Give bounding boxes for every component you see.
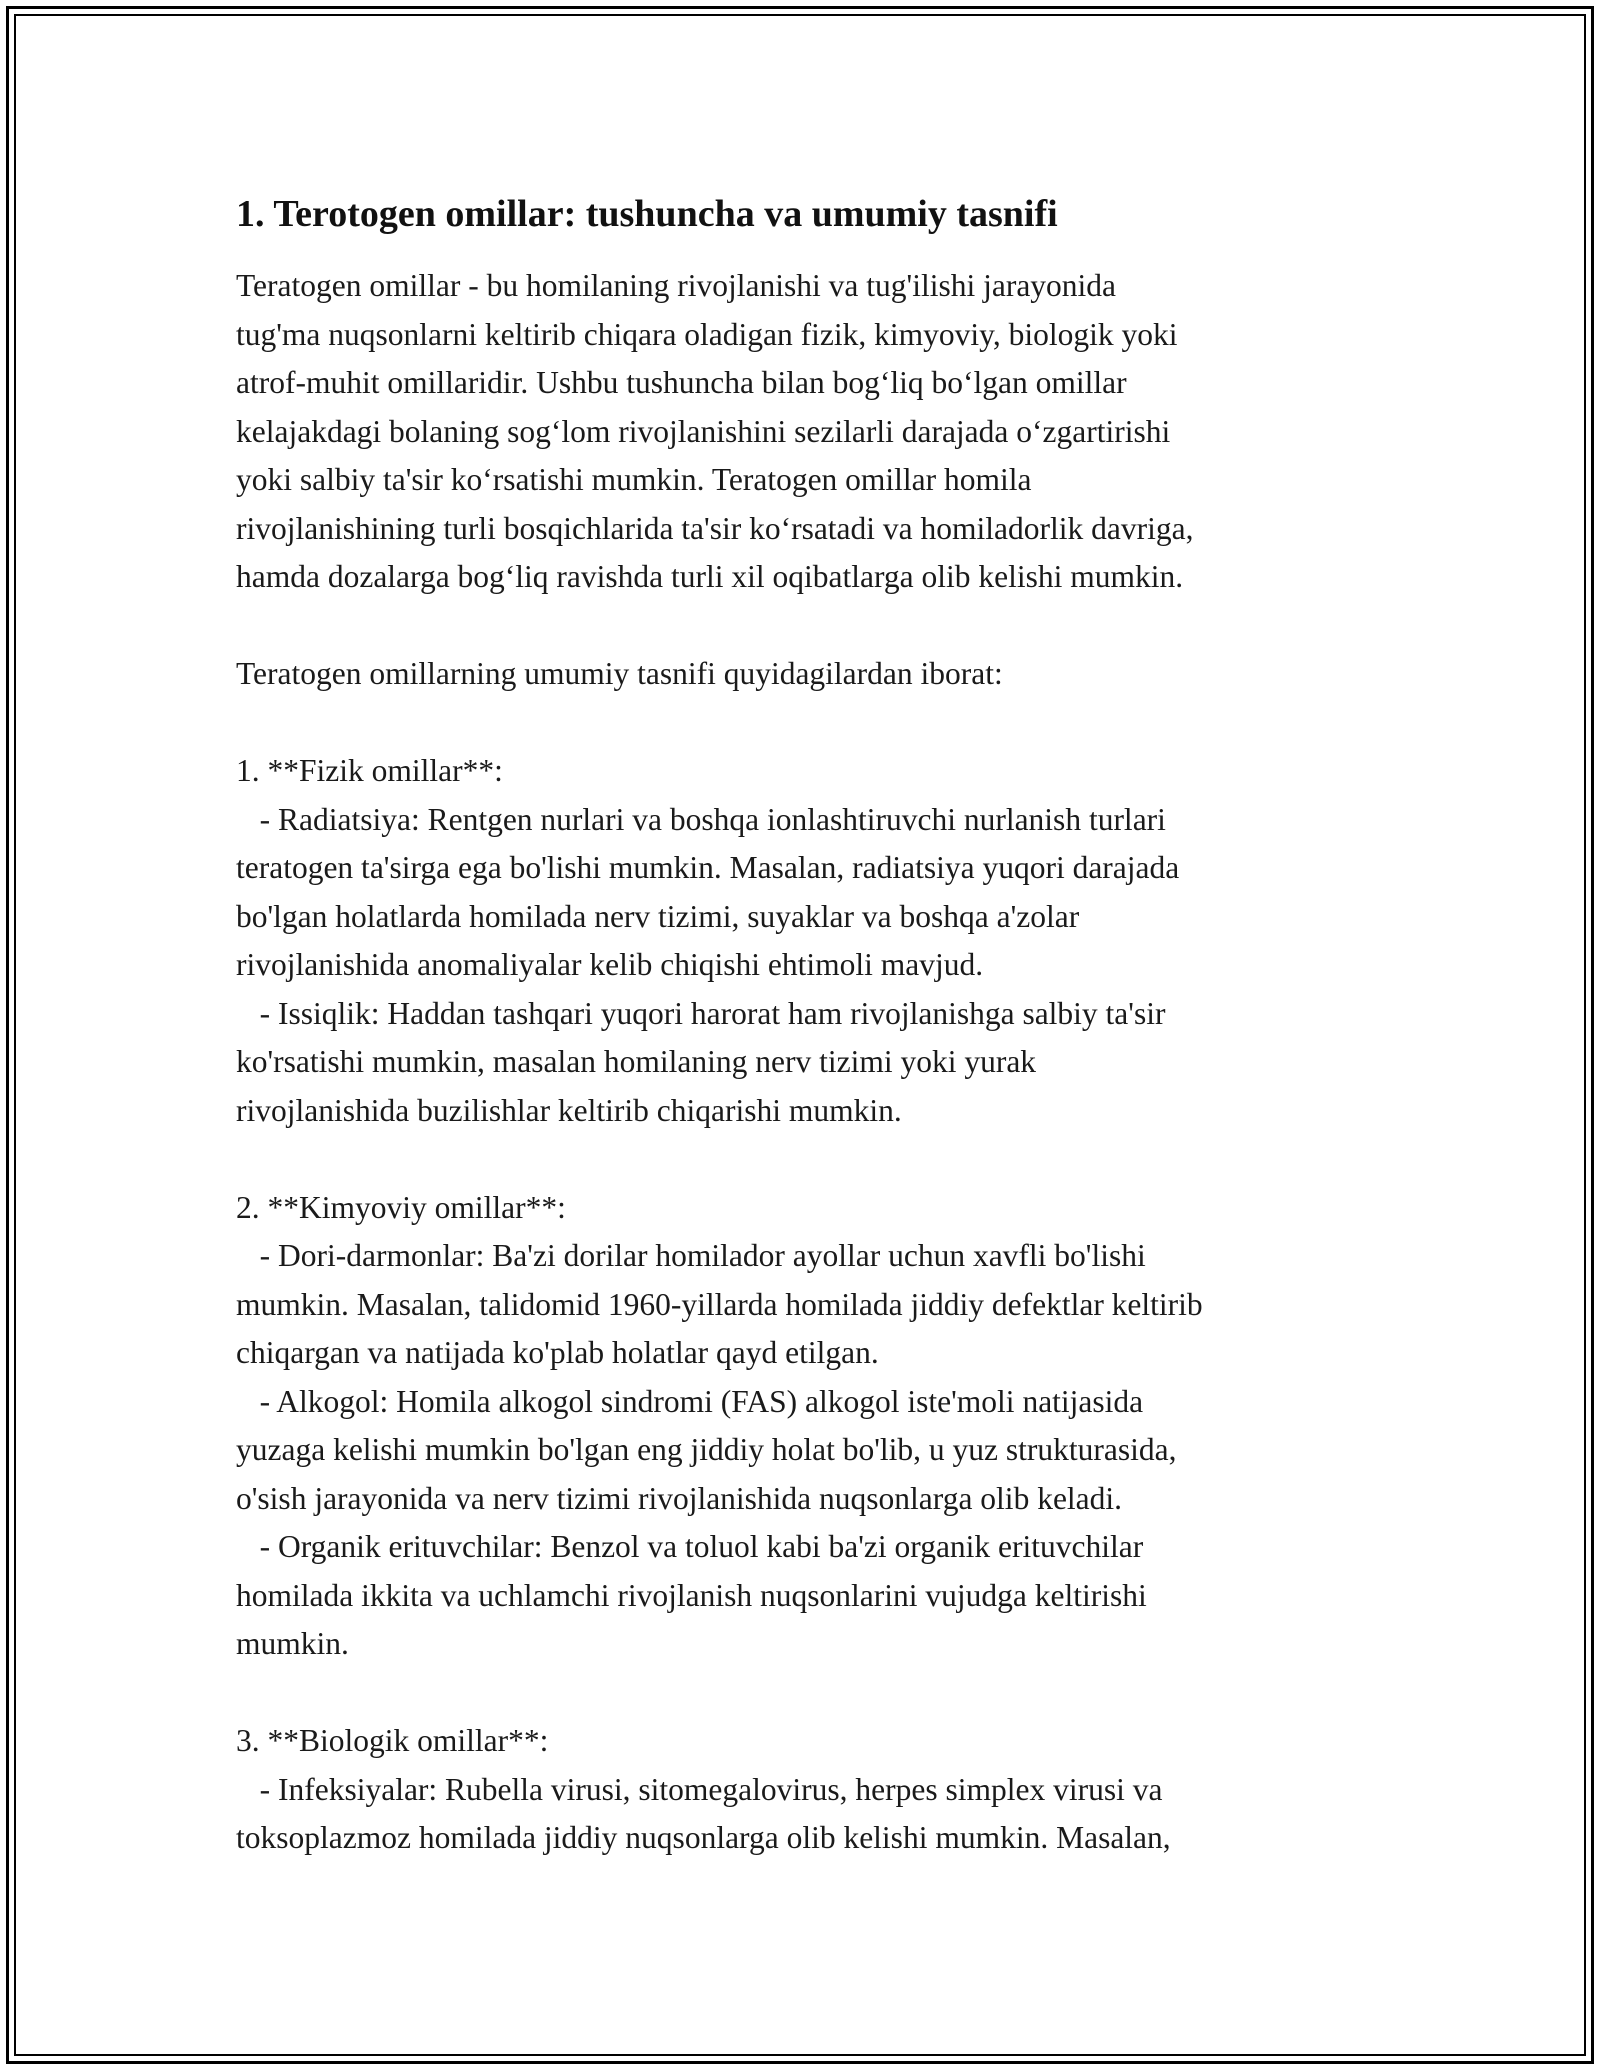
body-text: Teratogen omillar - bu homilaning rivojlanishi va tug'ilishi jarayonida tug'ma nuqsonlarni keltirib chiqara oladigan fizik, kimyoviy, biologik yoki atrof-muhit omillaridir. Ushbu tushuncha bilan bog‘liq bo‘lgan omillar kelajakdagi bolaning sog‘lom rivojlanishini sezilarli darajada o‘zgartirishi yoki salbiy ta'sir ko‘rsatishi mumkin. Teratogen omillar homila rivojlanishining turli bosqichlarida ta'sir ko‘rsatadi va homiladorlik davriga, hamda dozalarga bog‘liq ravishda turli xil oqibatlarga olib kelishi mumkin. Teratogen omillarning umumiy tasnifi quyidagilardan iborat: 1. **Fizik omillar**: - Radiatsiya: Rentgen nurlari va boshqa ionlashtiruvchi nurlanish turlari teratogen ta'sirga ega bo'lishi mumkin. Masalan, radiatsiya yuqori darajada bo'lgan holatlarda homilada nerv tizimi, suyaklar va boshqa a'zolar rivojlanishida anomaliyalar kelib chiqishi ehtimoli mavjud. - Issiqlik: Haddan tashqari yuqori harorat ham rivojlanishga salbiy ta'sir ko'rsatishi mumkin, masalan homilaning nerv tizimi yoki yurak rivojlanishida buzilishlar keltirib chiqarishi mumkin. 2. **Kimyoviy omillar**: - Dori-darmonlar: Ba'zi dorilar homilador ayollar uchun xavfli bo'lishi mumkin. Masalan, talidomid 1960-yillarda homilada jiddiy defektlar keltirib chiqargan va natijada ko'plab holatlar qayd etilgan. - Alkogol: Homila alkogol sindromi (FAS) alkogol iste'moli natijasida yuzaga kelishi mumkin bo'lgan eng jiddiy holat bo'lib, u yuz strukturasida, o'sish jarayonida va nerv tizimi rivojlanishida nuqsonlarga olib keladi. - Organik erituvchilar: Benzol va toluol kabi ba'zi organik erituvchilar homilada ikkita va uchlamchi rivojlanish nuqsonlarini vujudga keltirishi mumkin. 3. **Biologik omillar**: - Infeksiyalar: Rubella virusi, sitomegalovirus, herpes simplex virusi va toksoplazmoz homilada jiddiy nuqsonlarga olib kelishi mumkin. Masalan, bbox=[236, 268, 1203, 1855]
section-heading: 1. Terotogen omillar: tushuncha va umumiy tasnifi bbox=[236, 193, 1058, 235]
document-page bbox=[236, 186, 1436, 1863]
